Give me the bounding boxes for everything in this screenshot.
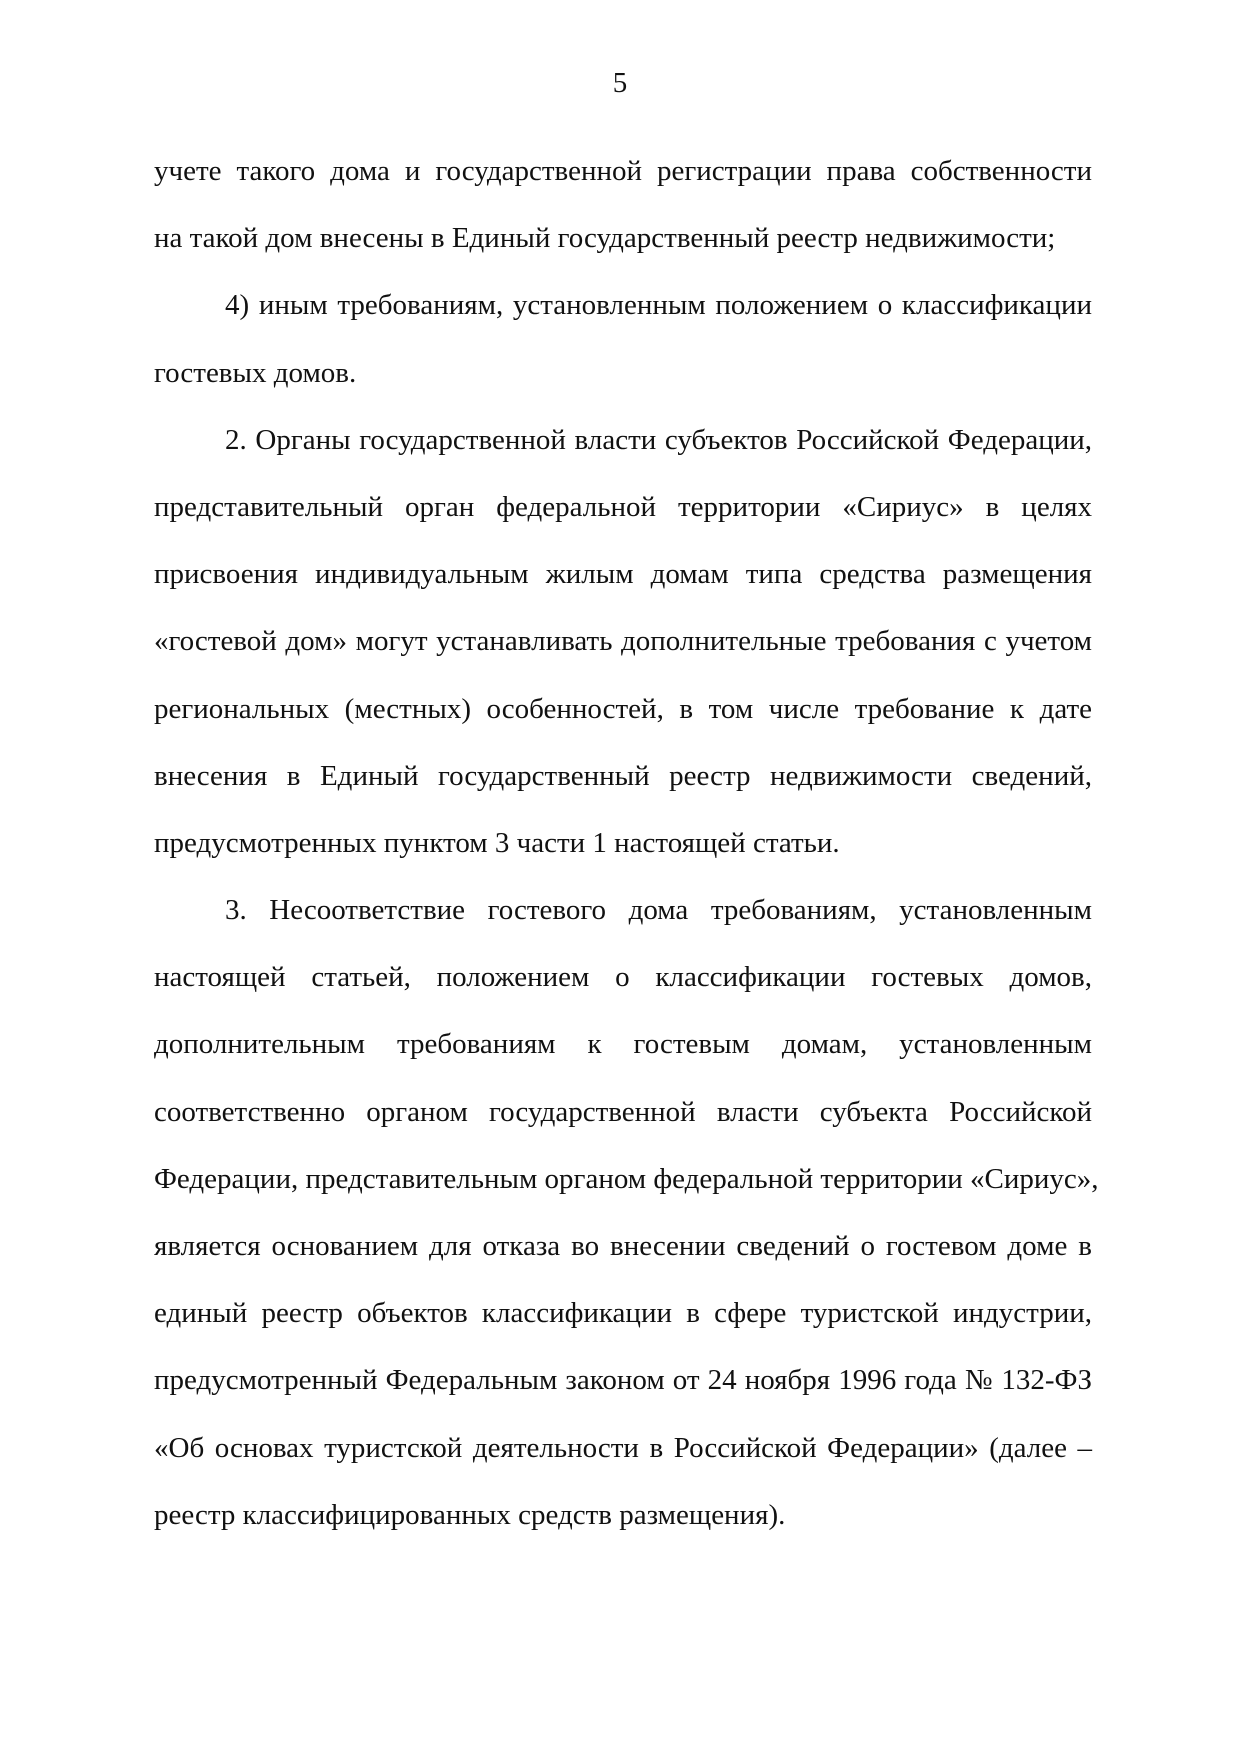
paragraph-section-3 [154,877,1099,1549]
paragraph-item-4 [154,272,1092,406]
text-line: является основанием для отказа во внесении сведений о гостевом доме в [154,1230,1092,1262]
text-line: «Об основах туристской деятельности в Российской Федерации» (далее – [154,1431,1092,1464]
text-line: Федерации, представительным органом федеральной территории «Сириус», [154,1162,1099,1195]
document-body [154,138,1099,1549]
text-line: реестр классифицированных средств размещения). [154,1498,786,1531]
text-line: учете такого дома и государственной регистрации права собственности [154,155,1092,187]
text-line: 3. Несоответствие гостевого дома требованиям, установленным [225,894,1092,927]
text-line: предусмотренных пунктом 3 части 1 настоящей статьи. [154,826,840,859]
text-line: «гостевой дом» могут устанавливать дополнительные требования с учетом [154,625,1092,658]
text-line: предусмотренный Федеральным законом от 24 ноября 1996 года № 132-ФЗ [154,1364,1092,1397]
paragraph-section-2 [154,407,1092,877]
text-line: на такой дом внесены в Единый государственный реестр недвижимости; [154,222,1056,255]
text-line: присвоения индивидуальным жилым домам типа средства размещения [154,558,1092,591]
text-line: 4) иным требованиям, установленным положением о классификации [225,289,1092,322]
text-line: представительный орган федеральной территории «Сириус» в целях [154,490,1092,523]
text-line: дополнительным требованиям к гостевым домам, установленным [154,1028,1092,1061]
paragraph-continuation [154,138,1092,272]
text-line: настоящей статьей, положением о классификации гостевых домов, [154,961,1092,994]
page-number: 5 [612,67,628,99]
text-line: единый реестр объектов классификации в сфере туристской индустрии, [154,1297,1092,1330]
text-line: соответственно органом государственной власти субъекта Российской [154,1095,1092,1128]
text-line: внесения в Единый государственный реестр недвижимости сведений, [154,759,1092,792]
text-line: региональных (местных) особенностей, в том числе требование к дате [154,692,1092,725]
text-line: 2. Органы государственной власти субъектов Российской Федерации, [225,423,1092,456]
text-line: гостевых домов. [154,356,357,389]
